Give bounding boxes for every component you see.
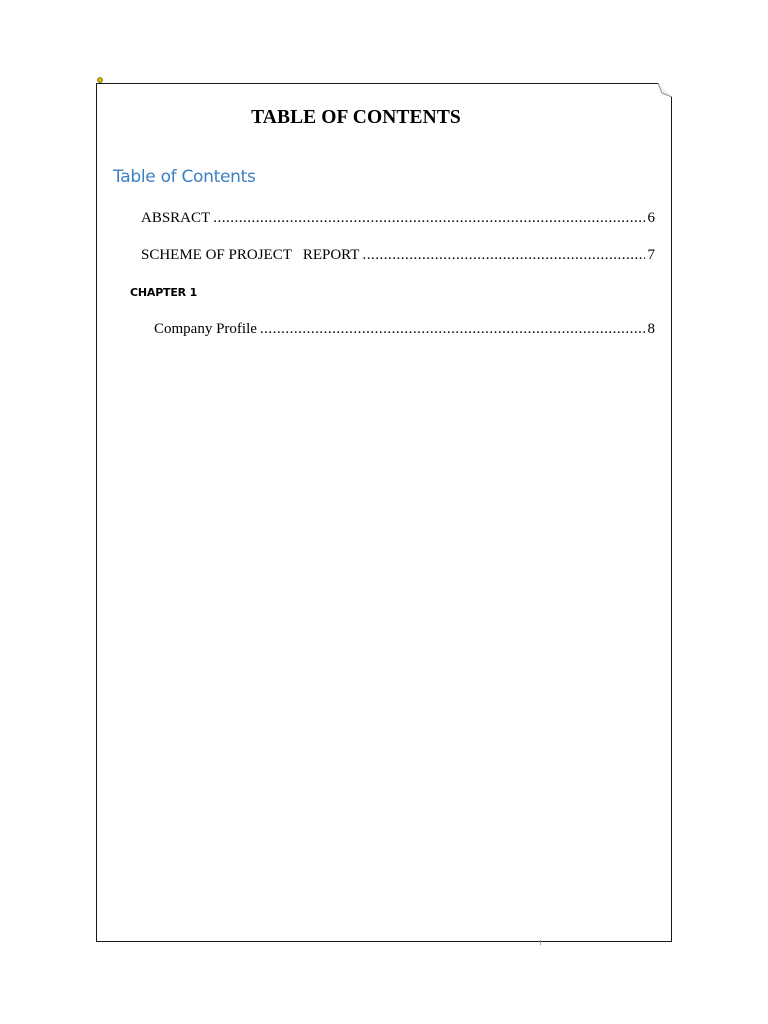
chapter-label: CHAPTER 1 xyxy=(130,286,198,299)
page-bottom-marker xyxy=(540,940,541,945)
page-fold-icon xyxy=(658,83,672,97)
toc-entry-page-number: 7 xyxy=(647,247,655,263)
toc-entry-label: ABSRACT xyxy=(141,210,211,226)
toc-leader-dots xyxy=(213,210,644,227)
toc-entry-label: Company Profile xyxy=(154,321,257,337)
toc-entry-page-number: 6 xyxy=(647,210,655,226)
toc-entry-scheme-of-project-report[interactable] xyxy=(141,247,655,264)
document-title: TABLE OF CONTENTS xyxy=(251,107,461,128)
toc-entry-page-number: 8 xyxy=(647,321,655,337)
toc-entry-label: SCHEME OF PROJECT REPORT xyxy=(141,247,360,263)
toc-leader-dots xyxy=(362,247,644,264)
toc-leader-dots xyxy=(260,321,645,338)
toc-entry-abstract[interactable] xyxy=(141,210,655,227)
toc-heading: Table of Contents xyxy=(113,167,256,187)
toc-entry-company-profile[interactable] xyxy=(154,321,655,338)
